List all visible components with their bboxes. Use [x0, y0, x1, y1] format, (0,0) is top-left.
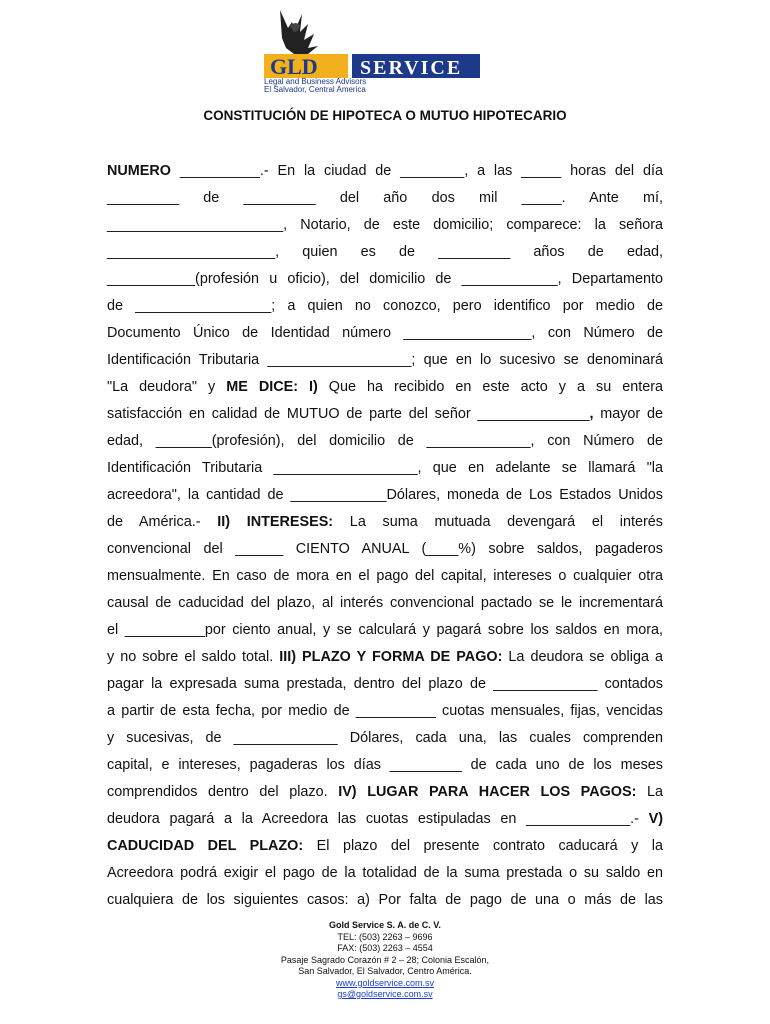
document-line: y no sobre el saldo total. III) PLAZO Y FORMA DE PAGO: La deudora se obliga a — [107, 649, 663, 665]
document-line: ___________(profesión u oficio), del domicilio de ____________, Departamento — [107, 271, 663, 287]
footer-tel: TEL: (503) 2263 – 9696 — [337, 931, 433, 942]
footer-website-link[interactable]: www.goldservice.com.sv — [335, 977, 435, 988]
document-title: CONSTITUCIÓN DE HIPOTECA O MUTUO HIPOTECARIO — [203, 108, 567, 123]
document-line: ______________________, Notario, de este domicilio; comparece: la señora — [107, 217, 663, 233]
document-line: el __________por ciento anual, y se calculará y pagará sobre los saldos en mora, — [107, 622, 663, 638]
document-line: a partir de esta fecha, por medio de __________ cuotas mensuales, fijas, vencidas — [107, 703, 663, 719]
footer-company: Gold Service S. A. de C. V. — [329, 920, 441, 930]
footer-address-2: San Salvador, El Salvador, Centro América. — [298, 966, 472, 976]
document-line: _____________________, quien es de _________ años de edad, — [107, 244, 663, 260]
eagle-icon — [280, 10, 318, 54]
document-line: Documento Único de Identidad número ________________, con Número de — [107, 325, 663, 341]
document-line: y sucesivas, de _____________ Dólares, cada una, las cuales comprenden — [107, 730, 663, 746]
footer-fax: FAX: (503) 2263 – 4554 — [337, 943, 433, 953]
document-body — [107, 158, 663, 914]
document-line: de _________________; a quien no conozco, pero identifico por medio de — [107, 298, 663, 314]
document-line: de América.- II) INTERESES: La suma mutuada devengará el interés — [107, 514, 663, 530]
page-footer — [0, 920, 770, 1001]
document-line: acreedora", la cantidad de ____________Dólares, moneda de Los Estados Unidos — [107, 487, 663, 503]
document-line: edad, _______(profesión), del domicilio de _____________, con Número de — [107, 433, 663, 449]
tagline-line-2: El Salvador, Central America — [264, 85, 366, 94]
document-line: CADUCIDAD DEL PLAZO: El plazo del presente contrato caducará y la — [107, 838, 664, 854]
gold-service-logo-graphic — [264, 8, 484, 80]
footer-email-link[interactable]: gs@goldservice.com.sv — [337, 989, 433, 999]
document-line: convencional del ______ CIENTO ANUAL (____%) sobre saldos, pagaderos — [107, 541, 663, 557]
document-line: Acreedora podrá exigir el pago de la totalidad de la suma prestada o su saldo en — [107, 865, 663, 881]
document-line: satisfacción en calidad de MUTUO de parte del señor ______________, mayor de — [107, 406, 663, 422]
logo-tagline — [264, 78, 366, 94]
document-line: comprendidos dentro del plazo. IV) LUGAR PARA HACER LOS PAGOS: La — [107, 784, 663, 800]
document-line: Identificación Tributaria __________________, que en adelante se llamará "la — [107, 460, 663, 476]
document-line: Identificación Tributaria __________________; que en lo sucesivo se denominará — [107, 352, 663, 368]
brand-service-text: SERVICE — [360, 57, 463, 79]
document-line: mensualmente. En caso de mora en el pago del capital, intereses o cualquier otra — [107, 568, 663, 584]
document-line: "La deudora" y ME DICE: I) Que ha recibido en este acto y a su entera — [107, 379, 664, 395]
document-line: deudora pagará a la Acreedora las cuotas estipuladas en _____________.- V) — [107, 811, 663, 827]
brand-gold-text: GLD — [270, 54, 318, 79]
document-line: NUMERO __________.- En la ciudad de ________, a las _____ horas del día — [107, 163, 663, 179]
document-line: _________ de _________ del año dos mil _____. Ante mí, — [107, 190, 663, 206]
tagline-line-1: Legal and Business Advisors — [264, 77, 367, 86]
document-line: causal de caducidad del plazo, al interés convencional pactado se le incrementará — [107, 595, 663, 611]
footer-address-1: Pasaje Sagrado Corazón # 2 – 28; Colonia Escalón, — [280, 954, 490, 965]
document-line: cualquiera de los siguientes casos: a) Por falta de pago de una o más de las — [107, 892, 663, 908]
document-line: capital, e intereses, pagaderas los días _________ de cada uno de los meses — [107, 757, 663, 773]
document-line: pagar la expresada suma prestada, dentro del plazo de _____________ contados — [107, 676, 663, 692]
